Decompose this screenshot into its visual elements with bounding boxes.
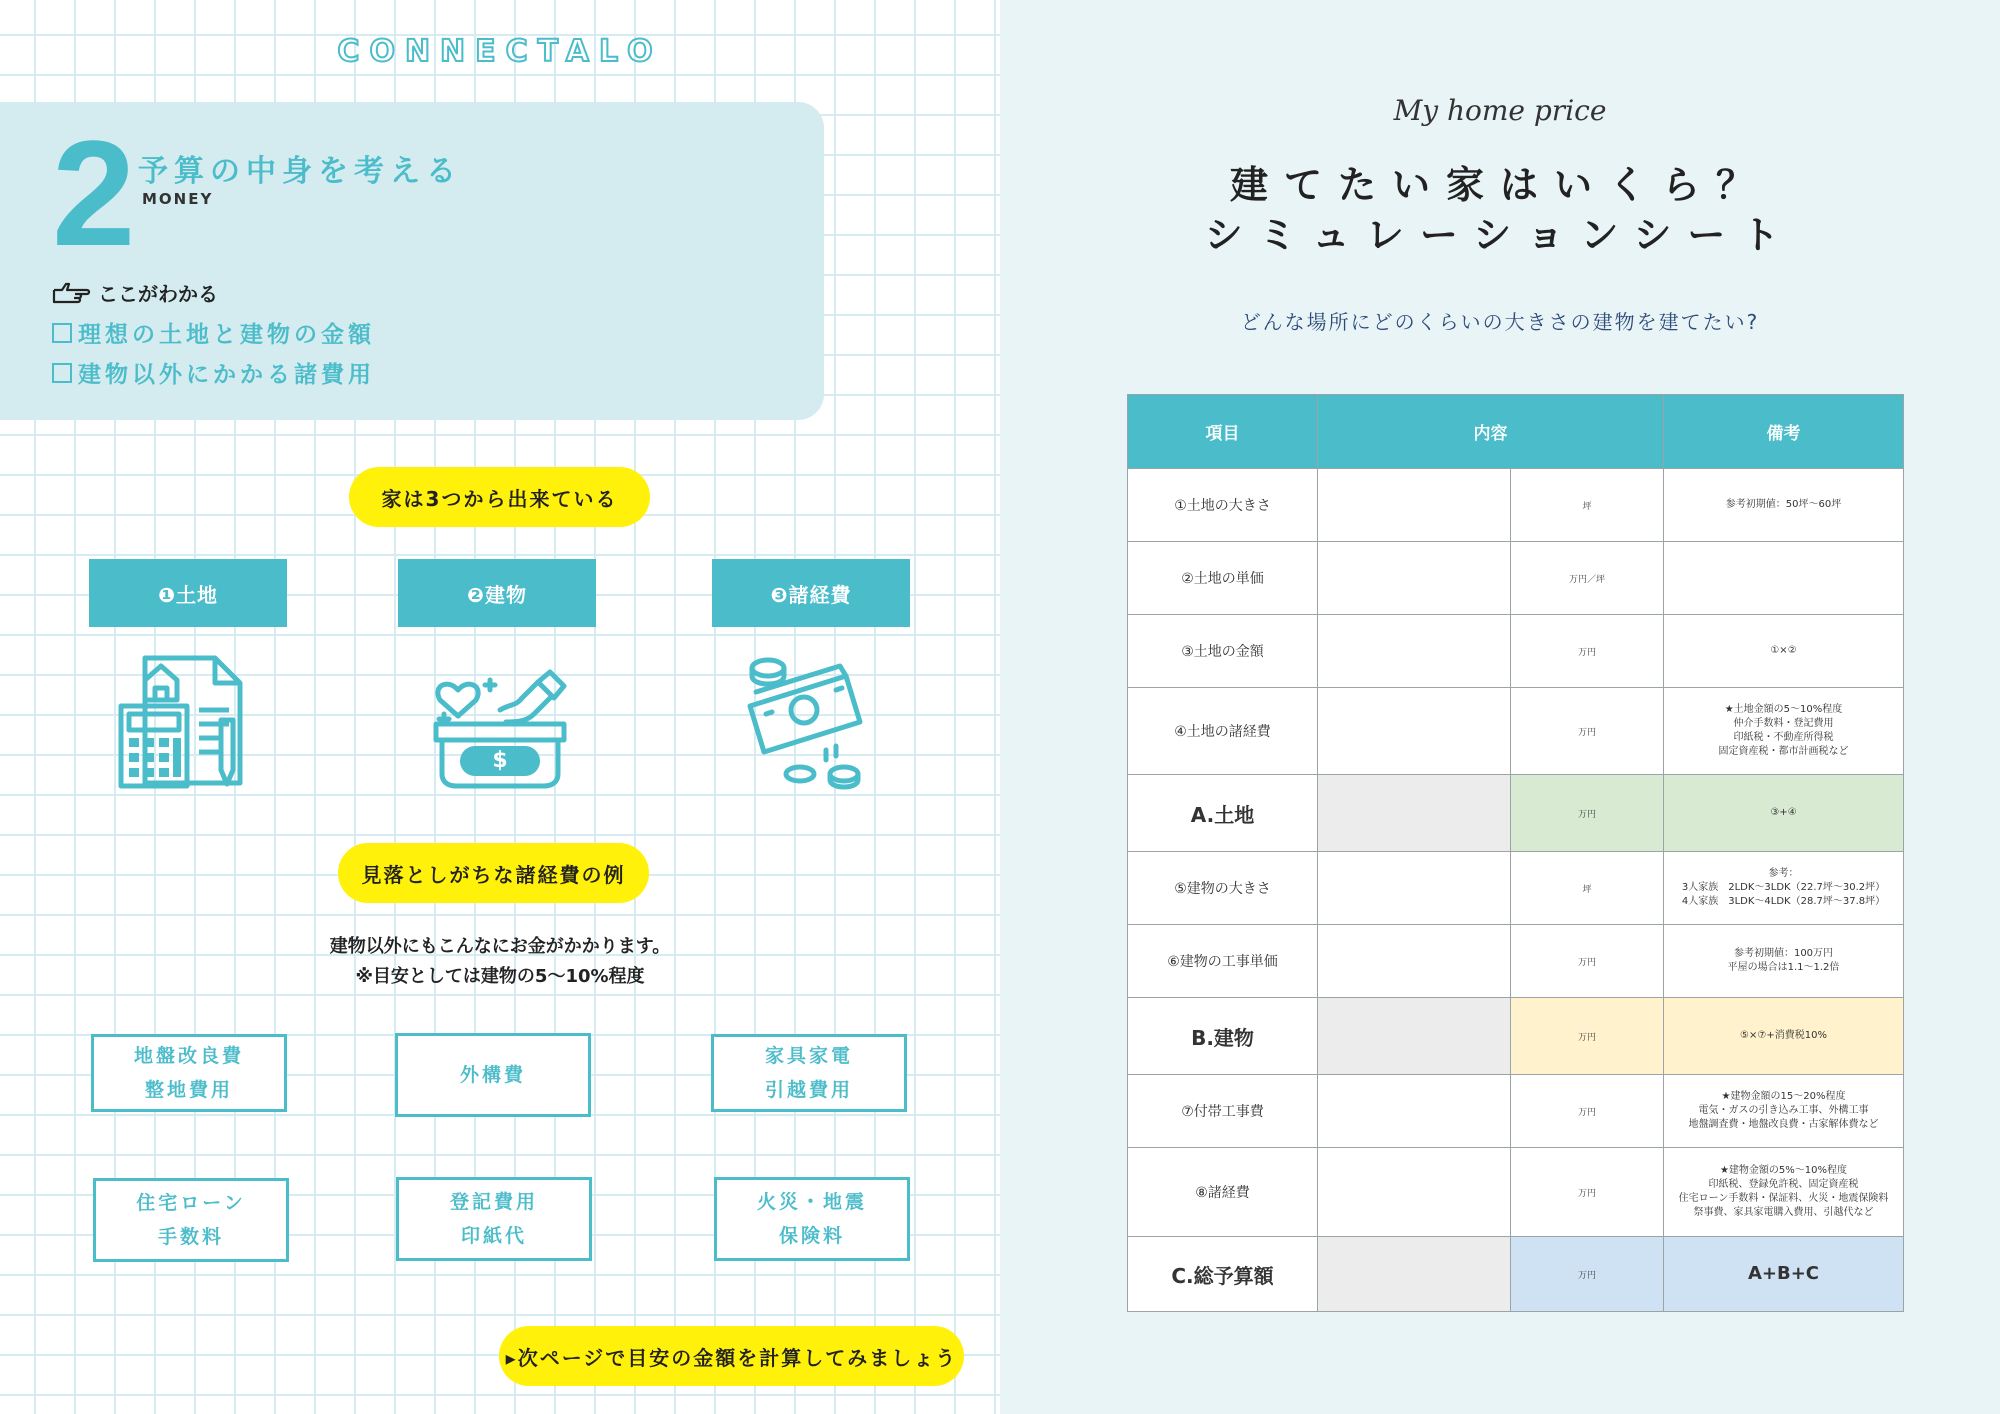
value-input-cell[interactable] <box>1318 615 1511 688</box>
note-cell <box>1664 775 1904 852</box>
unit-cell: 万円 <box>1511 925 1664 998</box>
script-title: My home price <box>1393 94 1607 127</box>
description-note: ※目安としては建物の5～10%程度 <box>355 966 645 987</box>
note-line: ①×② <box>1770 645 1797 656</box>
table-row <box>1128 925 1904 998</box>
category-building: ❷建物 <box>398 559 596 627</box>
right-page <box>1000 0 2000 1414</box>
note-line: 4人家族 3LDK～4LDK（28.7坪～37.8坪） <box>1681 896 1886 907</box>
header-note: 備考 <box>1664 395 1904 469</box>
table-row <box>1128 775 1904 852</box>
category-expenses: ❸諸経費 <box>712 559 910 627</box>
money-coins-icon <box>742 650 882 790</box>
note-line: ③+④ <box>1770 807 1797 818</box>
note-cell <box>1664 1237 1904 1312</box>
row-item: A.土地 <box>1128 775 1318 852</box>
note-line: 印紙税、登録免許税、固定資産税 <box>1708 1179 1859 1190</box>
unit-cell: 万円／坪 <box>1511 542 1664 615</box>
note-line: 参考： <box>1768 868 1799 879</box>
table-row <box>1128 615 1904 688</box>
header-item: 項目 <box>1128 395 1318 469</box>
row-item: B.建物 <box>1128 998 1318 1075</box>
note-cell <box>1664 998 1904 1075</box>
note-line: ★建物金額の5%～10%程度 <box>1719 1165 1848 1176</box>
main-title-line2: シミュレーションシート <box>1204 213 1796 257</box>
value-input-cell[interactable] <box>1318 998 1511 1075</box>
table-row <box>1128 1148 1904 1237</box>
brand-logo: CONNECTALO <box>337 34 663 69</box>
note-cell <box>1664 852 1904 925</box>
table-row <box>1128 469 1904 542</box>
main-title-line1: 建てたい家はいくら？ <box>1229 163 1770 207</box>
chapter-title: 予算の中身を考える <box>138 154 462 189</box>
row-item: ③土地の金額 <box>1128 615 1318 688</box>
row-item: ④土地の諸経費 <box>1128 688 1318 775</box>
calculator-document-icon <box>115 650 255 790</box>
note-cell <box>1664 1148 1904 1237</box>
checkbox-icon <box>52 323 72 343</box>
table-row <box>1128 852 1904 925</box>
note-cell <box>1664 688 1904 775</box>
hint-label: ここがわかる <box>98 282 218 306</box>
note-line: 地盤調査費・地盤改良費・古家解体費など <box>1688 1119 1879 1130</box>
donation-box-icon <box>430 650 570 790</box>
note-line: 印紙税・不動産所得税 <box>1733 732 1834 743</box>
value-input-cell[interactable] <box>1318 1075 1511 1148</box>
cost-item <box>714 1177 910 1261</box>
note-line: 参考初期値：50坪～60坪 <box>1725 499 1842 510</box>
cost-line: 住宅ローン <box>136 1192 246 1214</box>
row-item: ⑥建物の工事単価 <box>1128 925 1318 998</box>
note-line: 平屋の場合は1.1～1.2倍 <box>1727 962 1840 973</box>
row-item: ①土地の大きさ <box>1128 469 1318 542</box>
cost-line: 整地費用 <box>144 1079 233 1101</box>
table-row <box>1128 1237 1904 1312</box>
chapter-subtitle: MONEY <box>142 190 214 208</box>
cost-item <box>396 1177 592 1261</box>
note-line: 電気・ガスの引き込み工事、外構工事 <box>1698 1105 1869 1116</box>
pill-three-parts: 家は3つから出来ている <box>349 467 650 527</box>
table-row <box>1128 1075 1904 1148</box>
cost-line: 火災・地震 <box>756 1191 867 1213</box>
note-cell <box>1664 542 1904 615</box>
cost-line: 印紙代 <box>460 1225 527 1247</box>
value-input-cell[interactable] <box>1318 925 1511 998</box>
header-content: 内容 <box>1318 395 1664 469</box>
check-item-label: 建物以外にかかる諸費用 <box>78 362 375 388</box>
cost-line: 引越費用 <box>764 1079 853 1101</box>
unit-cell: 坪 <box>1511 469 1664 542</box>
cost-line: 保険料 <box>778 1225 845 1247</box>
value-input-cell[interactable] <box>1318 469 1511 542</box>
note-line: 固定資産税・都市計画税など <box>1718 746 1849 757</box>
cost-line: 登記費用 <box>449 1191 538 1213</box>
row-item: ⑧諸経費 <box>1128 1148 1318 1237</box>
table-row <box>1128 688 1904 775</box>
check-item <box>52 356 375 389</box>
note-line: ⑤×⑦+消費税10% <box>1740 1030 1827 1041</box>
next-page-link[interactable]: ▸次ページで目安の金額を計算してみましょう <box>499 1326 964 1386</box>
note-line: 仲介手数料・登記費用 <box>1733 718 1834 729</box>
value-input-cell[interactable] <box>1318 688 1511 775</box>
pointing-hand-icon <box>52 280 92 306</box>
row-item: ⑦付帯工事費 <box>1128 1075 1318 1148</box>
value-input-cell[interactable] <box>1318 852 1511 925</box>
cost-line: 家具家電 <box>764 1045 853 1067</box>
row-item: ⑤建物の大きさ <box>1128 852 1318 925</box>
table-header-row <box>1128 395 1904 469</box>
dollar-label: $ <box>492 748 508 773</box>
cost-line: 外構費 <box>459 1064 526 1086</box>
row-item: ②土地の単価 <box>1128 542 1318 615</box>
checkbox-icon <box>52 363 72 383</box>
note-cell <box>1664 615 1904 688</box>
value-input-cell[interactable] <box>1318 542 1511 615</box>
cost-item <box>91 1034 287 1112</box>
note-cell <box>1664 469 1904 542</box>
note-line: ★建物金額の15～20%程度 <box>1721 1091 1846 1102</box>
hint-row <box>52 278 218 307</box>
cost-item <box>711 1034 907 1112</box>
note-line: 住宅ローン手数料・保証料、火災・地震保険料 <box>1678 1193 1889 1204</box>
check-item-label: 理想の土地と建物の金額 <box>78 322 375 348</box>
chapter-number: 2 <box>52 109 136 277</box>
unit-cell: 万円 <box>1511 1148 1664 1237</box>
cost-item <box>93 1178 289 1262</box>
question-text: どんな場所にどのくらいの大きさの建物を建てたい? <box>1240 310 1760 334</box>
unit-cell: 坪 <box>1511 852 1664 925</box>
simulation-sheet <box>1127 394 1904 1312</box>
note-line: 祭事費、家具家電購入費用、引越代など <box>1693 1207 1874 1218</box>
unit-cell: 万円 <box>1511 1075 1664 1148</box>
unit-cell: 万円 <box>1511 775 1664 852</box>
value-input-cell[interactable] <box>1318 1148 1511 1237</box>
unit-cell: 万円 <box>1511 688 1664 775</box>
note-cell <box>1664 1075 1904 1148</box>
pill-overlooked-expenses: 見落としがちな諸経費の例 <box>338 843 649 903</box>
description-line: 建物以外にもこんなにお金がかかります。 <box>329 936 671 957</box>
cost-line: 地盤改良費 <box>133 1045 244 1067</box>
note-line: 参考初期値：100万円 <box>1733 948 1834 959</box>
row-item: C.総予算額 <box>1128 1237 1318 1312</box>
note-line: 3人家族 2LDK～3LDK（22.7坪～30.2坪） <box>1681 882 1886 893</box>
value-input-cell[interactable] <box>1318 775 1511 852</box>
value-input-cell[interactable] <box>1318 1237 1511 1312</box>
unit-cell: 万円 <box>1511 998 1664 1075</box>
note-line: ★土地金額の5～10%程度 <box>1724 704 1843 715</box>
cost-item <box>395 1033 591 1117</box>
cost-line: 手数料 <box>157 1226 224 1248</box>
table-row <box>1128 542 1904 615</box>
table-row <box>1128 998 1904 1075</box>
unit-cell: 万円 <box>1511 615 1664 688</box>
note-line: A+B+C <box>1747 1263 1820 1284</box>
check-item <box>52 316 375 349</box>
note-cell <box>1664 925 1904 998</box>
category-land: ❶土地 <box>89 559 287 627</box>
unit-cell: 万円 <box>1511 1237 1664 1312</box>
